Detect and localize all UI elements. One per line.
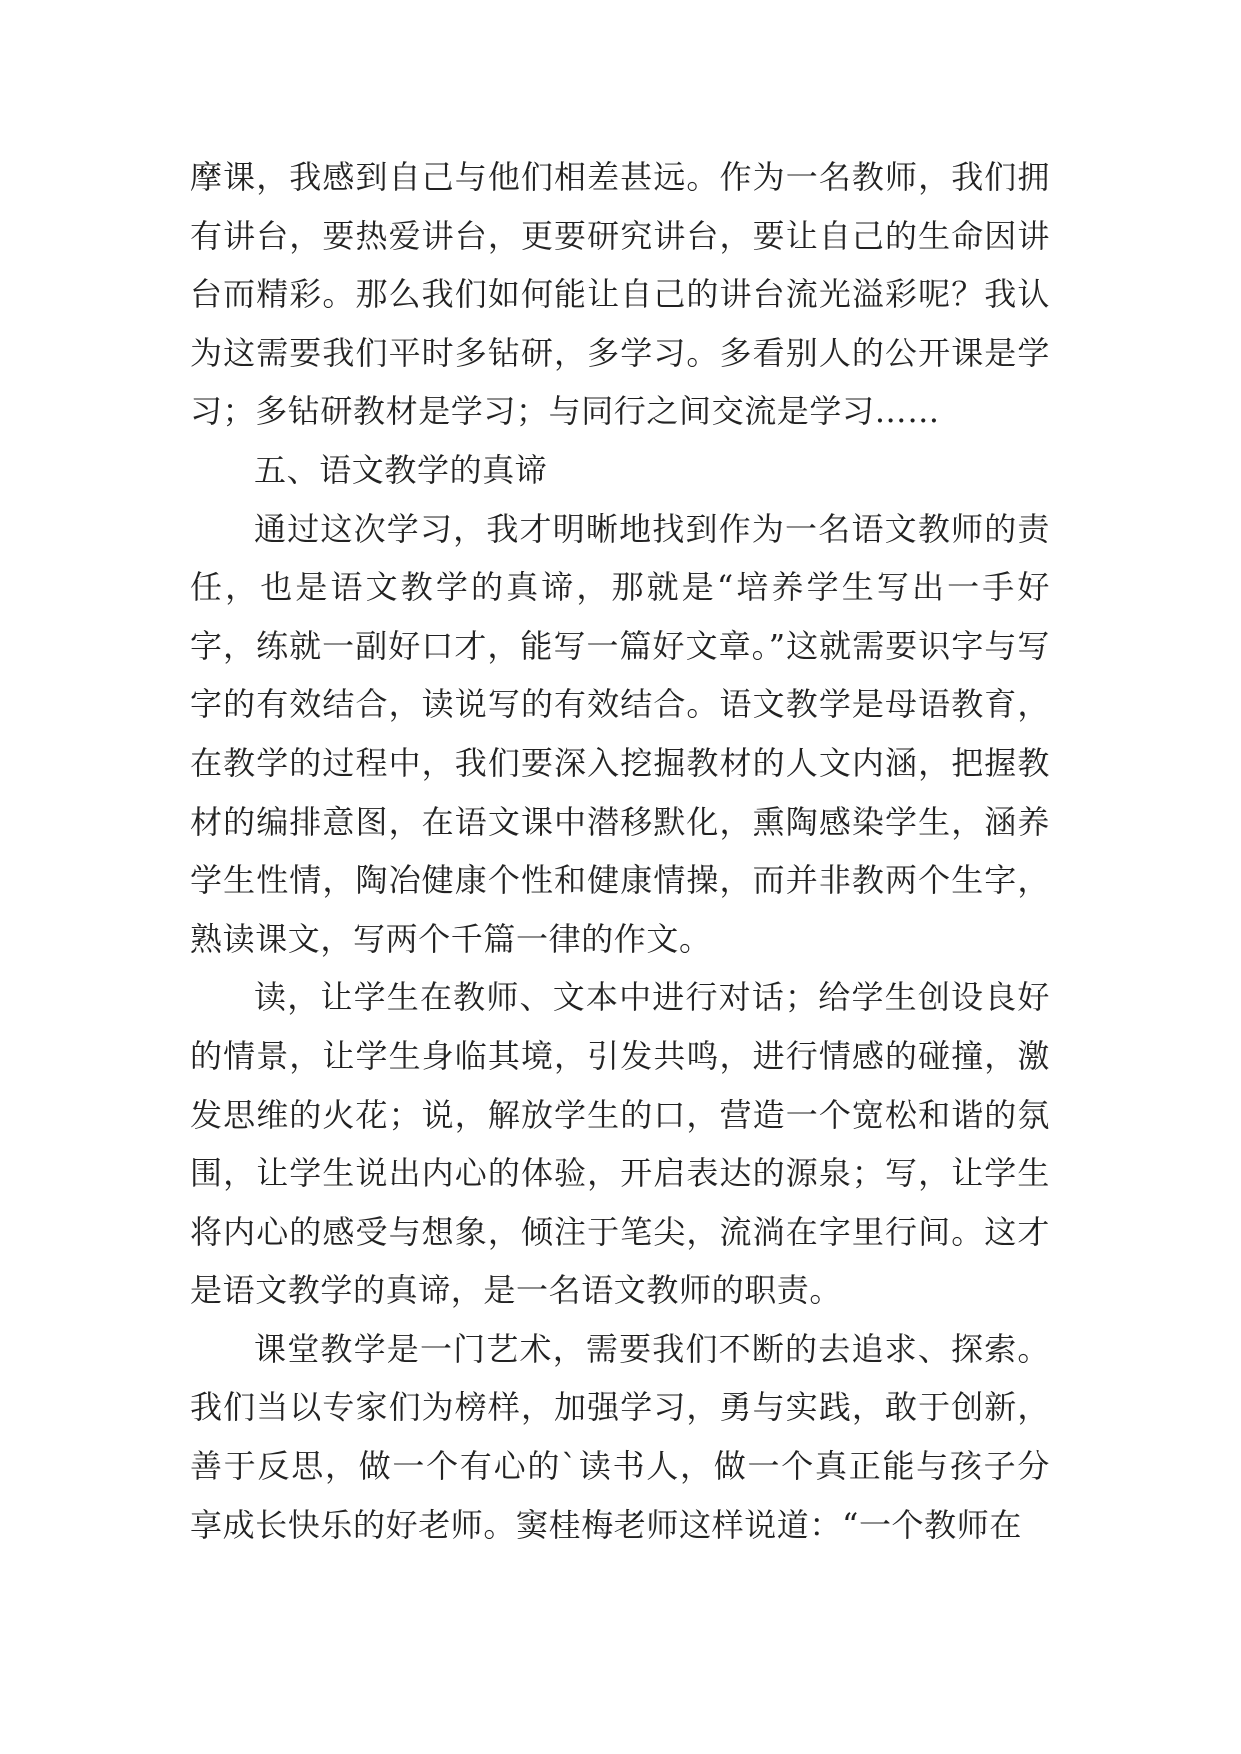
paragraph: 读，让学生在教师、文本中进行对话；给学生创设良好的情景，让学生身临其境，引发共鸣，进行情感的碰撞，激发思维的火花；说，解放学生的口，营造一个宽松和谐的氛围，让学生说出内心的体验，开启表达的源泉；写，让学生将内心的感受与想象，倾注于笔尖，流淌在字里行间。这才是语文教学的真谛，是一名语文教师的职责。: [190, 978, 1050, 1310]
paragraph: 课堂教学是一门艺术，需要我们不断的去追求、探索。我们当以专家们为榜样，加强学习，勇与实践，敢于创新，善于反思，做一个有心的`读书人，做一个真正能与孩子分享成长快乐的好老师。窦桂梅老师这样说道：“一个教师在: [190, 1329, 1050, 1544]
section-heading: 五、语文教学的真谛: [254, 450, 548, 489]
document-body: [190, 148, 1050, 1554]
paragraph-continuation: 摩课，我感到自己与他们相差甚远。作为一名教师，我们拥有讲台，要热爱讲台，更要研究讲台，要让自己的生命因讲台而精彩。那么我们如何能让自己的讲台流光溢彩呢？我认为这需要我们平时多钻研，多学习。多看别人的公开课是学习；多钻研教材是学习；与同行之间交流是学习……: [190, 158, 1050, 431]
paragraph: 通过这次学习，我才明晰地找到作为一名语文教师的责任，也是语文教学的真谛，那就是“培养学生写出一手好字，练就一副好口才，能写一篇好文章。”这就需要识字与写字的有效结合，读说写的有效结合。语文教学是母语教育，在教学的过程中，我们要深入挖掘教材的人文内涵，把握教材的编排意图，在语文课中潜移默化，熏陶感染学生，涵养学生性情，陶冶健康个性和健康情操，而并非教两个生字，熟读课文，写两个千篇一律的作文。: [190, 509, 1050, 958]
